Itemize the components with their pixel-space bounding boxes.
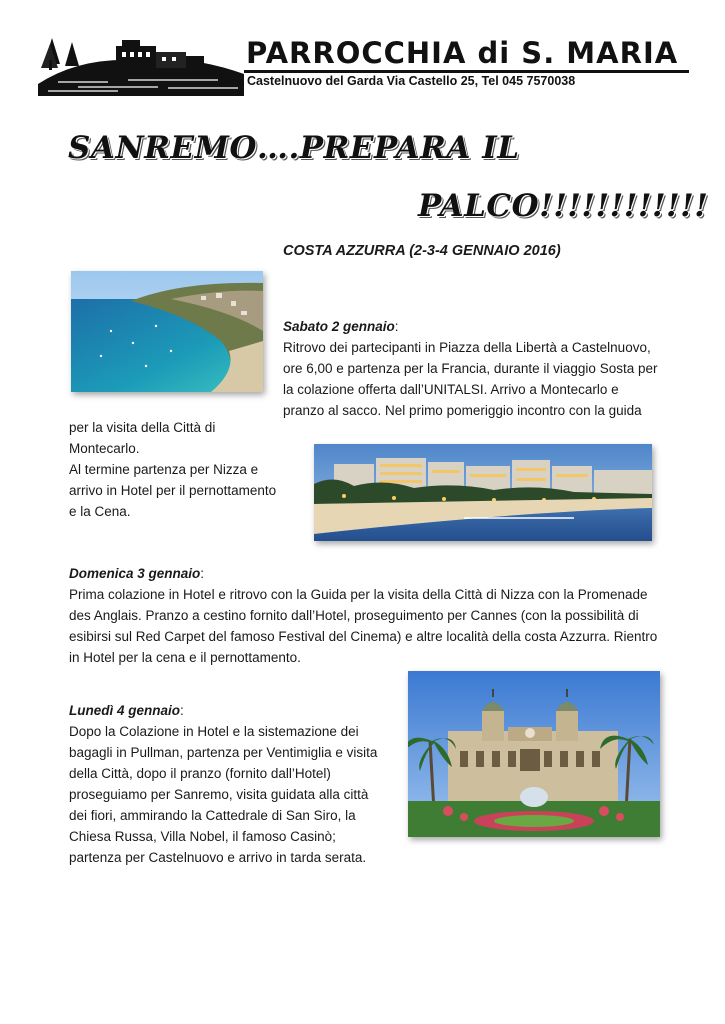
day2-label: Domenica 3 gennaio xyxy=(69,566,201,581)
day1-line: Al termine partenza per Nizza e xyxy=(69,462,259,477)
day2-block: Domenica 3 gennaio: Prima colazione in Hotel e ritrovo con la Guida per la visita della Città di Nizza con la Promenade des Anglais. Pranzo a cestino fornito dall’Hotel, proseguimento per Cannes (con la possibilità di esibirsi sul Red Carpet del famoso Festival del Cinema) e altre località della costa Azzurra. Rientro in Hotel per la cena e il pernottamento. xyxy=(69,563,669,668)
day1-right-block: Sabato 2 gennaio: Ritrovo dei partecipanti in Piazza della Libertà a Castelnuovo, ore 6,00 e partenza per la Francia, durante il viaggio Sosta per la colazione offerta dall’UNITALSI. Arrivo a Montecarlo e pranzo al sacco. Nel primo pomeriggio incontro con la guida xyxy=(283,316,663,421)
bay-photo xyxy=(71,271,263,392)
title-line-2: PALCO!!!!!!!!!!!! xyxy=(418,188,709,224)
promenade-photo xyxy=(314,444,652,541)
day3-block: Lunedì 4 gennaio: Dopo la Colazione in Hotel e la sistemazione dei bagagli in Pullman, partenza per Ventimiglia e visita della Città, dopo il pranzo (fornito dall’Hotel) proseguiamo per Sanremo, visita guidata alla città dei fiori, ammirando la Cattedrale di San Siro, la Chiesa Russa, Villa Nobel, il famoso Casinò; partenza per Castelnuovo e arrivo in tarda serata. xyxy=(69,700,404,868)
day3-line: della Città, dopo il pranzo (fornito dall’Hotel) xyxy=(69,766,331,781)
parish-address: Castelnuovo del Garda Via Castello 25, Tel 045 7570038 xyxy=(247,74,576,88)
day3-line: partenza per Castelnuovo e arrivo in tarda serata. xyxy=(69,850,367,865)
day1-line: e la Cena. xyxy=(69,504,131,519)
day1-label: Sabato 2 gennaio xyxy=(283,319,395,334)
day1-line: ore 6,00 e partenza per la Francia, durante il viaggio Sosta per xyxy=(283,361,658,376)
parish-name: PARROCCHIA di S. MARIA xyxy=(246,36,679,70)
day1-line: pranzo al sacco. Nel primo pomeriggio incontro con la guida xyxy=(283,403,642,418)
day3-label: Lunedì 4 gennaio xyxy=(69,703,181,718)
day3-line: Dopo la Colazione in Hotel e la sistemazione dei xyxy=(69,724,359,739)
day3-line: dei fiori, ammirando la Cattedrale di San Siro, la xyxy=(69,808,356,823)
casino-photo xyxy=(408,671,660,837)
day2-line: Prima colazione in Hotel e ritrovo con la Guida per la visita della Città di Nizza con la Promenade xyxy=(69,587,648,602)
day1-line: arrivo in Hotel per il pernottamento xyxy=(69,483,277,498)
title-line-1: SANREMO….PREPARA IL xyxy=(68,130,520,166)
day2-line: in Hotel per la cena e il pernottamento. xyxy=(69,650,301,665)
day3-line: proseguiamo per Sanremo, visita guidata alla città xyxy=(69,787,369,802)
day1-line: Ritrovo dei partecipanti in Piazza della Libertà a Castelnuovo, xyxy=(283,340,651,355)
day1-line: per la visita della Città di xyxy=(69,420,216,435)
day3-line: bagagli in Pullman, partenza per Ventimiglia e visita xyxy=(69,745,378,760)
parish-logo xyxy=(38,30,244,96)
day1-line: Montecarlo. xyxy=(69,441,140,456)
day3-line: Chiesa Russa, Villa Nobel, il famoso Casinò; xyxy=(69,829,336,844)
header-divider xyxy=(244,70,689,73)
day2-line: esibirsi sul Red Carpet del famoso Festival del Cinema) e altre località della costa Azzurra. Rientro xyxy=(69,629,658,644)
trip-heading: COSTA AZZURRA (2-3-4 GENNAIO 2016) xyxy=(283,243,561,259)
day1-left-block xyxy=(69,417,309,522)
day1-line: la colazione offerta dall’UNITALSI. Arrivo a Montecarlo e xyxy=(283,382,619,397)
day2-line: des Anglais. Pranzo a cestino fornito dall’Hotel, proseguimento per Cannes (con la possibilità di xyxy=(69,608,639,623)
